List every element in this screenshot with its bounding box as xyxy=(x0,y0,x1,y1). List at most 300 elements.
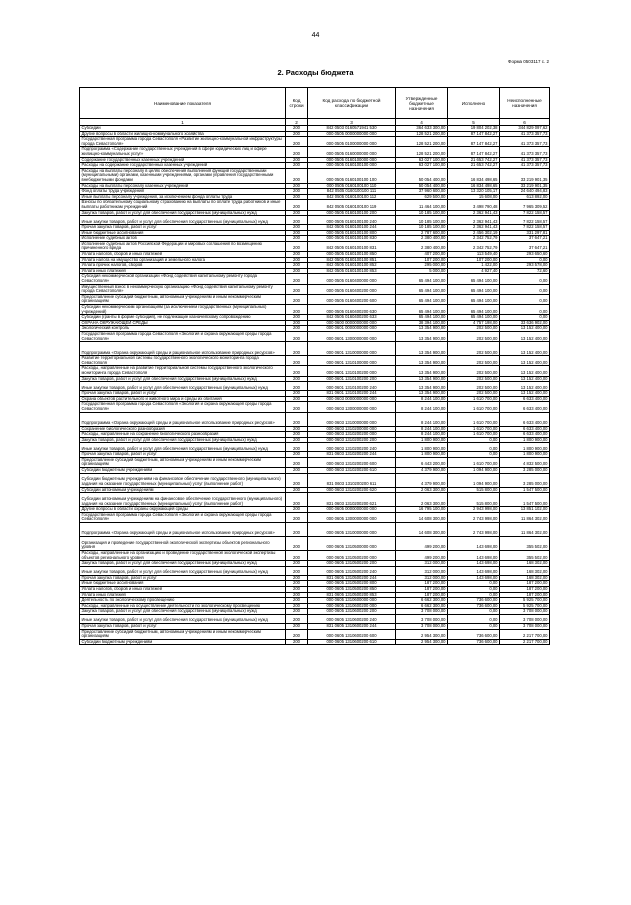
row-class-code: 831 0603 1310200200 621 xyxy=(308,493,396,507)
row-class-code: 842 0505 0160100100 831 xyxy=(308,241,396,251)
row-approved: 1 800 900,00 xyxy=(396,437,448,443)
row-line-code: 200 xyxy=(286,331,308,341)
row-unexecuted: 1 547 500,00 xyxy=(500,487,550,493)
row-class-code: 000 0601 1310100200 200 xyxy=(308,376,396,382)
row-line-code: 200 xyxy=(286,200,308,210)
row-executed: 107 200,00 xyxy=(448,257,500,263)
row-unexecuted: 13 152 400,00 xyxy=(500,376,550,382)
row-unexecuted: 11 864 302,00 xyxy=(500,523,550,537)
row-unexecuted: 3 708 000,00 xyxy=(500,614,550,623)
row-executed: 143 698,00 xyxy=(448,561,500,567)
row-name: Уплата иных платежей xyxy=(80,592,286,598)
row-unexecuted: 168 302,00 xyxy=(500,566,550,575)
table-row xyxy=(80,457,550,467)
row-line-code: 200 xyxy=(286,507,308,513)
row-executed: 202 500,00 xyxy=(448,382,500,391)
row-name: Иные закупки товаров, работ и услуг для обеспечения государственных (муниципальных) нужд xyxy=(80,382,286,391)
row-class-code: 000 0605 1300000000 000 xyxy=(308,512,396,522)
row-executed: 515 800,00 xyxy=(448,487,500,493)
row-line-code: 200 xyxy=(286,216,308,225)
row-approved: 10 185 100,00 xyxy=(396,216,448,225)
row-unexecuted: 0,00 xyxy=(500,305,550,315)
row-executed: 87 147 842,27 xyxy=(448,147,500,157)
row-class-code: 000 0601 0000000000 000 xyxy=(308,326,396,332)
column-number: 3 xyxy=(308,119,396,126)
table-row xyxy=(80,537,550,551)
row-approved: 37 960 600,00 xyxy=(396,189,448,195)
row-line-code: 200 xyxy=(286,487,308,493)
row-executed: 0,00 xyxy=(448,587,500,593)
row-class-code: 000 0601 1300000000 000 xyxy=(308,331,396,341)
row-executed: 143 698,00 xyxy=(448,551,500,561)
row-approved: 50 054 400,00 xyxy=(396,183,448,189)
row-approved: 6 662 300,00 xyxy=(396,598,448,604)
row-approved: 3 708 000,00 xyxy=(396,623,448,629)
row-approved: 65 494 100,00 xyxy=(396,315,448,321)
row-line-code: 200 xyxy=(286,391,308,397)
table-row xyxy=(80,629,550,639)
row-name: Закупка товаров, работ и услуг для обеспечения государственных (муниципальных) нужд xyxy=(80,437,286,443)
row-executed: 1 422,00 xyxy=(448,263,500,269)
row-name: Государственная программа города Севастополя «Экология и охрана окружающей среды города Севастополя» xyxy=(80,331,286,341)
row-name: Иные бюджетные ассигнования xyxy=(80,581,286,587)
table-row xyxy=(80,523,550,537)
row-approved: 8 244 100,00 xyxy=(396,412,448,426)
row-executed: 2 456 302,19 xyxy=(448,230,500,236)
row-unexecuted: 1 800 900,00 xyxy=(500,452,550,458)
row-executed: 0,00 xyxy=(448,437,500,443)
row-line-code: 200 xyxy=(286,183,308,189)
row-unexecuted: 0,00 xyxy=(500,315,550,321)
row-name: Фонд оплаты труда учреждений xyxy=(80,189,286,195)
row-executed: 1 610 700,00 xyxy=(448,432,500,438)
row-approved: 65 494 100,00 xyxy=(396,294,448,304)
row-executed: 4 927,40 xyxy=(448,268,500,274)
table-row xyxy=(80,366,550,376)
row-unexecuted: 2 217 700,00 xyxy=(500,629,550,639)
row-approved: 407 200,00 xyxy=(396,252,448,258)
row-executed: 0,00 xyxy=(448,614,500,623)
row-class-code: 000 0505 0160400200 630 xyxy=(308,305,396,315)
row-name: Исполнение судебных актов Российской Федерации и мировых соглашений по возмещению причиненного вреда xyxy=(80,241,286,251)
row-name: Содержание государственных казенных учреждений xyxy=(80,157,286,163)
row-approved: 2 787 600,00 xyxy=(396,230,448,236)
row-executed: 87 147 842,27 xyxy=(448,131,500,137)
row-unexecuted: 72,60 xyxy=(500,268,550,274)
row-class-code: 000 0605 1310500200 000 xyxy=(308,551,396,561)
row-name: Развитие территориальной системы государственного экологического мониторинга города Севастополя xyxy=(80,356,286,366)
column-number: 4 xyxy=(396,119,448,126)
table-row xyxy=(80,512,550,522)
row-unexecuted: 1 547 500,00 xyxy=(500,493,550,507)
row-line-code: 200 xyxy=(286,639,308,645)
row-class-code: 000 0603 0000000000 000 xyxy=(308,396,396,402)
row-name: Закупка товаров, работ и услуг для обеспечения государственных (муниципальных) нужд xyxy=(80,561,286,567)
row-executed: 202 500,00 xyxy=(448,331,500,341)
row-approved: 629 500,00 xyxy=(396,194,448,200)
row-class-code: 000 0505 0160100000 000 xyxy=(308,157,396,163)
row-unexecuted: 355 502,00 xyxy=(500,537,550,551)
row-line-code: 200 xyxy=(286,157,308,163)
row-class-code: 000 0605 0000000000 000 xyxy=(308,507,396,513)
row-name: Расходы, направленные на развитие территориальной системы государственного экологического мониторинга города Севастополя xyxy=(80,366,286,376)
row-class-code: 000 0605 1310600200 600 xyxy=(308,629,396,639)
row-executed: 202 500,00 xyxy=(448,342,500,356)
row-unexecuted: 11 864 302,00 xyxy=(500,512,550,522)
row-unexecuted: 7 822 158,57 xyxy=(500,216,550,225)
row-unexecuted: 5 925 700,00 xyxy=(500,598,550,604)
row-line-code: 200 xyxy=(286,575,308,581)
row-class-code: 831 0605 1310500200 853 xyxy=(308,592,396,598)
row-line-code: 200 xyxy=(286,263,308,269)
row-line-code: 200 xyxy=(286,473,308,487)
row-unexecuted: 13 152 400,00 xyxy=(500,356,550,366)
row-class-code: 831 0601 1310100200 244 xyxy=(308,391,396,397)
row-executed: 113 549,40 xyxy=(448,252,500,258)
row-executed: 736 600,00 xyxy=(448,639,500,645)
table-row xyxy=(80,566,550,575)
row-approved: 13 354 900,00 xyxy=(396,326,448,332)
row-class-code: 000 0505 0160100100 850 xyxy=(308,252,396,258)
row-line-code: 200 xyxy=(286,225,308,231)
row-line-code: 200 xyxy=(286,523,308,537)
row-unexecuted: 7 822 158,57 xyxy=(500,210,550,216)
row-unexecuted: 3 285 000,00 xyxy=(500,473,550,487)
row-approved: 128 521 200,00 xyxy=(396,147,448,157)
table-row xyxy=(80,493,550,507)
row-unexecuted: 1 800 900,00 xyxy=(500,443,550,452)
row-name: Расходы на выплаты персоналу казенных учреждений xyxy=(80,183,286,189)
row-approved: 13 354 900,00 xyxy=(396,356,448,366)
row-approved: 13 354 900,00 xyxy=(396,391,448,397)
row-approved: 312 000,00 xyxy=(396,575,448,581)
row-approved: 11 464 100,00 xyxy=(396,200,448,210)
column-header-approved: Утвержденные бюджетные назначения xyxy=(396,88,448,119)
row-executed: 4 757 198,00 xyxy=(448,320,500,326)
row-class-code: 000 0603 1310200200 240 xyxy=(308,443,396,452)
row-name: Иные закупки товаров, работ и услуг для обеспечения государственных (муниципальных) нужд xyxy=(80,216,286,225)
row-line-code: 200 xyxy=(286,512,308,522)
table-row xyxy=(80,412,550,426)
row-approved: 14 608 300,00 xyxy=(396,523,448,537)
row-approved: 10 185 100,00 xyxy=(396,225,448,231)
row-executed: 1 094 900,00 xyxy=(448,473,500,487)
row-name: Иные бюджетные ассигнования xyxy=(80,230,286,236)
row-executed: 3 498 790,48 xyxy=(448,200,500,210)
row-class-code: 000 0603 1300000000 000 xyxy=(308,402,396,412)
row-approved: 295 000,00 xyxy=(396,263,448,269)
row-approved: 187 200,00 xyxy=(396,581,448,587)
row-line-code: 200 xyxy=(286,147,308,157)
row-name: Иные закупки товаров, работ и услуг для обеспечения государственных (муниципальных) нужд xyxy=(80,566,286,575)
row-unexecuted: 37 647,21 xyxy=(500,241,550,251)
row-approved: 3 708 000,00 xyxy=(396,609,448,615)
row-executed: 21 653 742,27 xyxy=(448,163,500,169)
row-class-code: 842 0505 0160100100 852 xyxy=(308,263,396,269)
row-approved: 364 633 300,00 xyxy=(396,126,448,132)
row-executed: 515 800,00 xyxy=(448,493,500,507)
row-executed: 2 362 941,43 xyxy=(448,225,500,231)
table-row xyxy=(80,200,550,210)
row-name: Закупка товаров, работ и услуг для обеспечения государственных (муниципальных) нужд xyxy=(80,609,286,615)
row-name: Расходы на выплаты персоналу в целях обеспечения выполнения функций государственными (муниципальными) органами, казенными учреждениями, органами управления государственными внебюджетными фондами xyxy=(80,168,286,183)
row-executed: 16 834 498,65 xyxy=(448,183,500,189)
row-line-code: 200 xyxy=(286,131,308,137)
row-unexecuted: 13 152 400,00 xyxy=(500,366,550,376)
row-executed: 65 494 100,00 xyxy=(448,284,500,294)
row-class-code: 000 0603 1310200200 620 xyxy=(308,487,396,493)
row-executed: 16 834 498,65 xyxy=(448,168,500,183)
row-name: Уплата налога на имущество организаций и земельного налога xyxy=(80,257,286,263)
row-name: Субсидии бюджетным учреждениям xyxy=(80,639,286,645)
row-unexecuted: 187 200,00 xyxy=(500,587,550,593)
row-executed: 65 494 100,00 xyxy=(448,305,500,315)
row-line-code: 200 xyxy=(286,561,308,567)
row-approved: 10 185 100,00 xyxy=(396,210,448,216)
row-executed: 202 500,00 xyxy=(448,391,500,397)
row-line-code: 200 xyxy=(286,274,308,284)
row-unexecuted: 1 800 900,00 xyxy=(500,437,550,443)
row-class-code: 000 0601 1310100000 000 xyxy=(308,356,396,366)
row-approved: 1 800 900,00 xyxy=(396,443,448,452)
row-unexecuted: 6 633 400,00 xyxy=(500,396,550,402)
row-line-code: 200 xyxy=(286,210,308,216)
row-line-code: 200 xyxy=(286,493,308,507)
row-name: Имущественный взнос в некоммерческую организацию «Фонд содействия капитальному ремонту города Севастополя» xyxy=(80,284,286,294)
row-line-code: 200 xyxy=(286,592,308,598)
row-unexecuted: 33 219 901,35 xyxy=(500,183,550,189)
row-line-code: 200 xyxy=(286,396,308,402)
row-name: Другие вопросы в области охраны окружающей среды xyxy=(80,507,286,513)
row-approved: 13 354 900,00 xyxy=(396,382,448,391)
row-line-code: 200 xyxy=(286,426,308,432)
row-line-code: 200 xyxy=(286,194,308,200)
row-approved: 187 200,00 xyxy=(396,592,448,598)
row-class-code: 000 0605 1310600200 000 xyxy=(308,603,396,609)
row-class-code: 000 0505 0160400200 000 xyxy=(308,284,396,294)
row-name: Закупка товаров, работ и услуг для обеспечения государственных (муниципальных) нужд xyxy=(80,376,286,382)
row-unexecuted: 0,00 xyxy=(500,294,550,304)
row-approved: 8 244 100,00 xyxy=(396,396,448,402)
row-name: Субсидии некоммерческим организациям (за исключением государственных (муниципальных) учреждений) xyxy=(80,305,286,315)
row-executed: 65 494 100,00 xyxy=(448,315,500,321)
form-code: Форма 0503117 с. 2 xyxy=(508,59,549,64)
table-row xyxy=(80,274,550,284)
row-name: Другие вопросы в области жилищно-коммунального хозяйства xyxy=(80,131,286,137)
table-row xyxy=(80,331,550,341)
row-class-code: 842 0505 0160100100 244 xyxy=(308,225,396,231)
row-approved: 499 200,00 xyxy=(396,537,448,551)
row-unexecuted: 187 200,00 xyxy=(500,592,550,598)
row-approved: 187 200,00 xyxy=(396,587,448,593)
row-approved: 16 795 100,00 xyxy=(396,507,448,513)
row-name: Государственная программа города Севастополя «Экология и охрана окружающей среды города Севастополя» xyxy=(80,512,286,522)
row-unexecuted: 0,00 xyxy=(500,274,550,284)
row-approved: 2 954 300,00 xyxy=(396,629,448,639)
row-name: Организация и проведение государственной экологической экспертизы объектов регионального уровня xyxy=(80,537,286,551)
table-row xyxy=(80,147,550,157)
row-name: Исполнение судебных актов xyxy=(80,236,286,242)
row-executed: 1 610 700,00 xyxy=(448,457,500,467)
row-approved: 312 000,00 xyxy=(396,566,448,575)
row-executed: 0,00 xyxy=(448,452,500,458)
row-line-code: 200 xyxy=(286,452,308,458)
row-unexecuted: 41 373 357,73 xyxy=(500,163,550,169)
row-approved: 3 708 000,00 xyxy=(396,614,448,623)
row-executed: 2 342 752,79 xyxy=(448,241,500,251)
row-class-code: 000 0600 0000000000 000 xyxy=(308,320,396,326)
row-unexecuted: 41 373 357,73 xyxy=(500,131,550,137)
row-class-code: 000 0505 0100000000 000 xyxy=(308,137,396,147)
row-approved: 2 380 400,00 xyxy=(396,241,448,251)
row-executed: 87 147 842,27 xyxy=(448,137,500,147)
row-approved: 8 244 100,00 xyxy=(396,432,448,438)
row-name: Субсидии автономным учреждениям на финансовое обеспечение государственного (муниципального) задания на оказание государственных (муниципальных) услуг (выполнение работ) xyxy=(80,493,286,507)
row-executed: 0,00 xyxy=(448,443,500,452)
row-unexecuted: 331 297,81 xyxy=(500,230,550,236)
row-executed: 736 600,00 xyxy=(448,629,500,639)
row-executed: 13 320 105,17 xyxy=(448,189,500,195)
row-class-code: 000 0603 1310200200 000 xyxy=(308,432,396,438)
row-line-code: 200 xyxy=(286,241,308,251)
row-name: ОХРАНА ОКРУЖАЮЩЕЙ СРЕДЫ xyxy=(80,320,286,326)
row-line-code: 200 xyxy=(286,587,308,593)
row-executed: 2 943 998,00 xyxy=(448,507,500,513)
row-approved: 63 027 100,00 xyxy=(396,163,448,169)
table-row xyxy=(80,241,550,251)
row-line-code: 200 xyxy=(286,402,308,412)
row-name: Уплата прочих налогов, сборов xyxy=(80,263,286,269)
row-unexecuted: 187 200,00 xyxy=(500,581,550,587)
row-class-code: 000 0505 0160100100 000 xyxy=(308,163,396,169)
row-name: Экологический контроль xyxy=(80,326,286,332)
row-line-code: 200 xyxy=(286,305,308,315)
row-unexecuted: 6 633 400,00 xyxy=(500,402,550,412)
row-approved: 2 954 300,00 xyxy=(396,639,448,645)
row-unexecuted: 7 822 158,57 xyxy=(500,225,550,231)
table-row xyxy=(80,342,550,356)
row-unexecuted: 168 302,00 xyxy=(500,561,550,567)
row-name: Предоставление субсидий бюджетным, автономным учреждениям и иным некоммерческим организациям xyxy=(80,294,286,304)
row-approved: 128 521 200,00 xyxy=(396,131,448,137)
row-executed: 2 342 752,79 xyxy=(448,236,500,242)
column-header-line-code: Код строки xyxy=(286,88,308,119)
row-approved: 107 200,00 xyxy=(396,257,448,263)
column-header-unexecuted: Неисполненные назначения xyxy=(500,88,550,119)
row-unexecuted: 344 829 097,62 xyxy=(500,126,550,132)
table-body xyxy=(80,126,550,645)
row-unexecuted: 3 708 000,00 xyxy=(500,609,550,615)
row-class-code: 842 0503 0160571941 530 xyxy=(308,126,396,132)
row-name: Субсидии автономным учреждениям xyxy=(80,487,286,493)
row-unexecuted: 41 373 357,73 xyxy=(500,157,550,163)
table-row xyxy=(80,551,550,561)
row-class-code: 000 0505 0160100100 830 xyxy=(308,236,396,242)
row-unexecuted: 13 152 400,00 xyxy=(500,382,550,391)
row-approved: 13 354 900,00 xyxy=(396,376,448,382)
row-executed: 2 743 998,00 xyxy=(448,523,500,537)
row-line-code: 200 xyxy=(286,126,308,132)
row-unexecuted: 33 636 902,00 xyxy=(500,320,550,326)
row-class-code: 000 0605 1310500200 850 xyxy=(308,587,396,593)
row-line-code: 200 xyxy=(286,342,308,356)
row-name: Расходы, направленные на организацию и проведение государственной экологической экспертизы объектов регионального уровня xyxy=(80,551,286,561)
row-approved: 2 063 300,00 xyxy=(396,487,448,493)
page-number: 44 xyxy=(311,32,320,39)
row-name: Уплата налогов, сборов и иных платежей xyxy=(80,587,286,593)
row-line-code: 200 xyxy=(286,168,308,183)
row-class-code: 000 0601 1310000000 000 xyxy=(308,342,396,356)
table-row xyxy=(80,382,550,391)
row-class-code: 842 0505 0160100100 111 xyxy=(308,189,396,195)
row-approved: 63 027 100,00 xyxy=(396,157,448,163)
table-row xyxy=(80,168,550,183)
row-line-code: 200 xyxy=(286,609,308,615)
row-class-code: 831 0605 1310500200 244 xyxy=(308,575,396,581)
row-unexecuted: 13 152 400,00 xyxy=(500,331,550,341)
row-unexecuted: 3 708 000,00 xyxy=(500,623,550,629)
row-name: Предоставление субсидий бюджетным, автономным учреждениям и иным некоммерческим организациям xyxy=(80,457,286,467)
row-line-code: 200 xyxy=(286,252,308,258)
row-executed: 143 698,00 xyxy=(448,537,500,551)
row-executed: 0,00 xyxy=(448,581,500,587)
row-executed: 736 600,00 xyxy=(448,603,500,609)
row-executed: 202 500,00 xyxy=(448,366,500,376)
row-approved: 312 000,00 xyxy=(396,561,448,567)
row-unexecuted: 13 152 400,00 xyxy=(500,342,550,356)
row-line-code: 200 xyxy=(286,230,308,236)
row-approved: 13 354 900,00 xyxy=(396,342,448,356)
row-name: Подпрограмма «Охрана окружающей среды и рациональное использование природных ресурсов» xyxy=(80,523,286,537)
column-header-executed: Исполнено xyxy=(448,88,500,119)
row-name: Прочая закупка товаров, работ и услуг xyxy=(80,623,286,629)
row-executed: 1 610 700,00 xyxy=(448,396,500,402)
row-approved: 1 800 900,00 xyxy=(396,452,448,458)
row-name: Расходы на содержание государственных казенных учреждений xyxy=(80,163,286,169)
row-line-code: 200 xyxy=(286,189,308,195)
table-row xyxy=(80,137,550,147)
row-class-code: 000 0605 1310600200 610 xyxy=(308,639,396,645)
row-approved: 5 000,00 xyxy=(396,268,448,274)
row-unexecuted: 2 217 700,00 xyxy=(500,639,550,645)
table-row xyxy=(80,443,550,452)
row-class-code: 000 0601 1310100200 240 xyxy=(308,382,396,391)
row-executed: 0,00 xyxy=(448,609,500,615)
row-executed: 21 653 742,27 xyxy=(448,157,500,163)
row-line-code: 200 xyxy=(286,551,308,561)
row-line-code: 200 xyxy=(286,437,308,443)
table-row xyxy=(80,294,550,304)
row-line-code: 200 xyxy=(286,614,308,623)
row-name: Предоставление субсидий бюджетным, автономным учреждениям и иным некоммерческим организациям xyxy=(80,629,286,639)
row-unexecuted: 7 965 309,52 xyxy=(500,200,550,210)
row-line-code: 200 xyxy=(286,137,308,147)
row-class-code: 000 0603 1310000000 000 xyxy=(308,412,396,426)
row-class-code: 842 0505 0160400200 633 xyxy=(308,315,396,321)
row-name: Иные закупки товаров, работ и услуг для обеспечения государственных (муниципальных) нужд xyxy=(80,614,286,623)
row-name: Государственная программа города Севастополя «Развитие жилищно-коммунальной инфраструктуры города Севастополя» xyxy=(80,137,286,147)
row-executed: 143 698,00 xyxy=(448,575,500,581)
row-name: Сохранение биологического разнообразия xyxy=(80,426,286,432)
row-class-code: 000 0603 1310200000 000 xyxy=(308,426,396,432)
row-unexecuted: 6 633 400,00 xyxy=(500,412,550,426)
row-executed: 0,00 xyxy=(448,592,500,598)
row-name: Взносы по обязательному социальному страхованию на выплаты по оплате труда работников и иные выплаты работникам учреждений xyxy=(80,200,286,210)
row-class-code: 000 0605 1310600200 200 xyxy=(308,609,396,615)
row-executed: 1 094 900,00 xyxy=(448,468,500,474)
row-class-code: 842 0505 0160100100 119 xyxy=(308,200,396,210)
row-name: Уплата иных платежей xyxy=(80,268,286,274)
